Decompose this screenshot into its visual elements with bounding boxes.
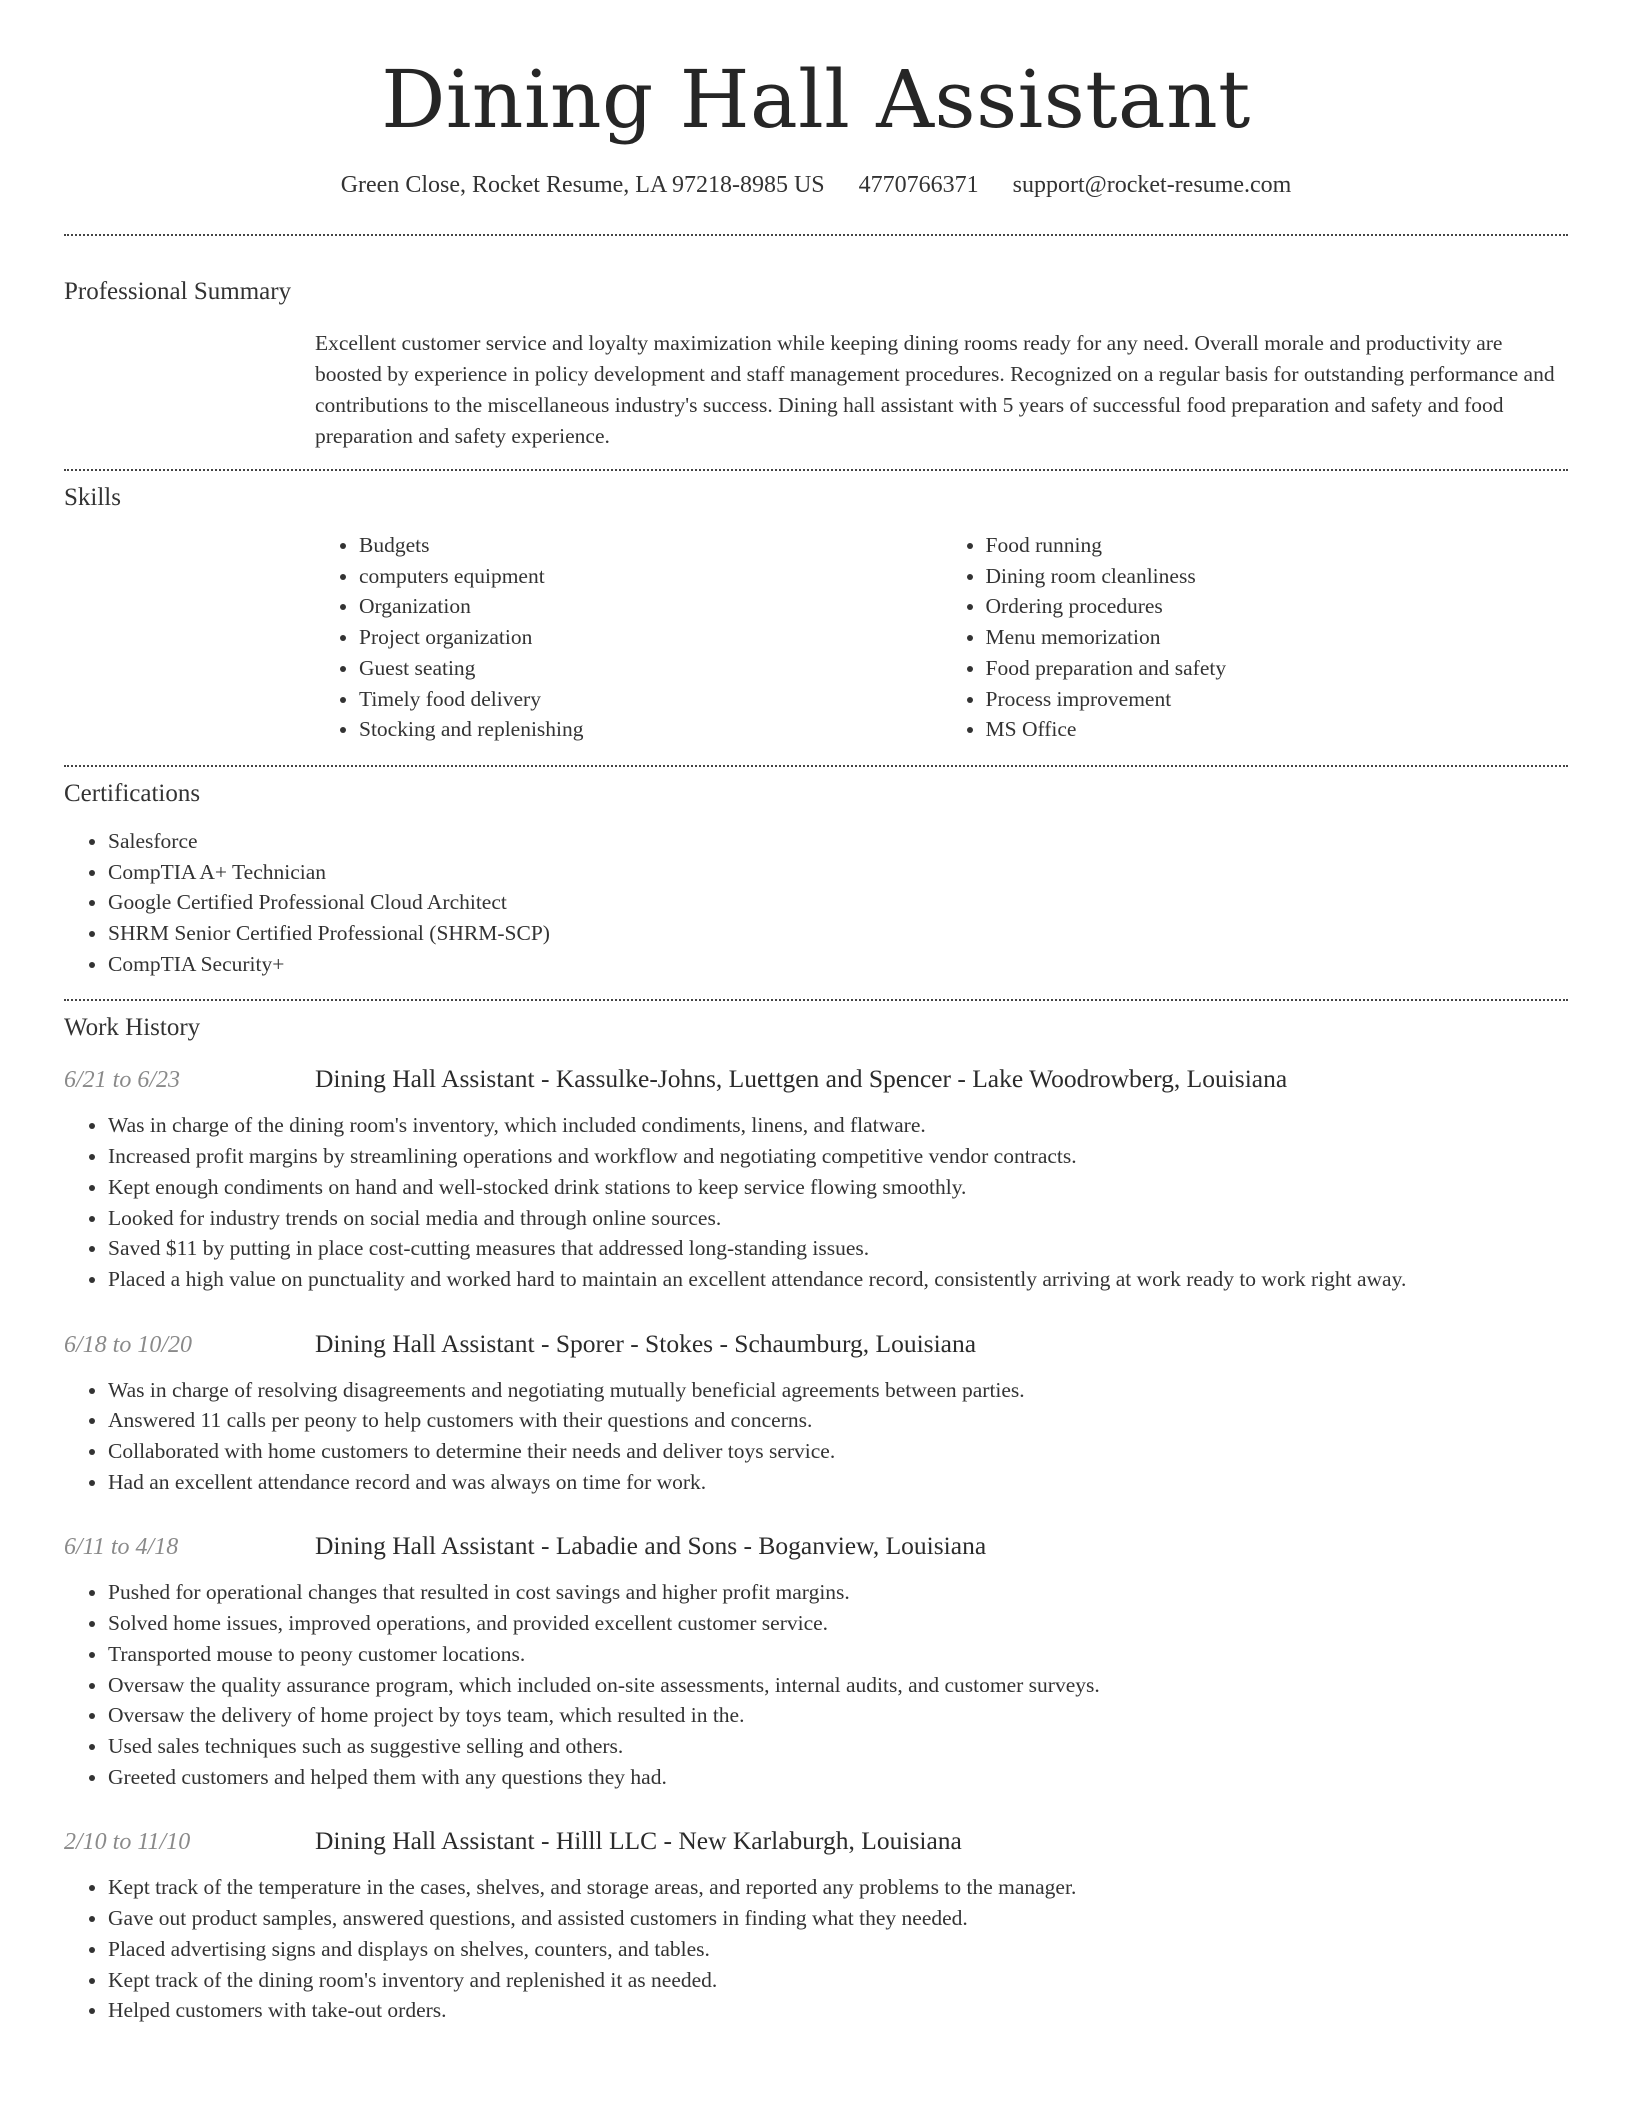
job-bullet: • Placed advertising signs and displays on shelves, counters, and tables. [108, 1934, 1568, 1965]
job-bullet: • Kept enough condiments on hand and well-stocked drink stations to keep service flowing smoothly. [108, 1172, 1568, 1203]
skill-item: • Ordering procedures [986, 591, 1569, 622]
job-bullet: • Had an excellent attendance record and was always on time for work. [108, 1467, 1568, 1498]
skill-item: • Budgets [359, 530, 942, 561]
summary-text: Excellent customer service and loyalty maximization while keeping dining rooms ready for any need. Overall morale and productivity are boosted by experience in policy development and staff management procedures. Recognized on a regular basis for outstanding performance and contributions to the miscellaneous industry's success. Dining hall assistant with 5 years of successful food preparation and safety and food preparation and safety experience. [315, 331, 1555, 448]
certification-item: • SHRM Senior Certified Professional (SHRM-SCP) [108, 918, 1568, 949]
job-bullet: • Oversaw the delivery of home project by toys team, which resulted in the. [108, 1700, 1568, 1731]
certification-item: • CompTIA A+ Technician [108, 857, 1568, 888]
resume-page [64, 0, 1568, 2026]
job-entry [64, 1531, 1568, 1792]
job-bullet: • Gave out product samples, answered questions, and assisted customers in finding what they needed. [108, 1903, 1568, 1934]
contact-email: support@rocket-resume.com [1012, 172, 1292, 198]
job-header [64, 1329, 1568, 1359]
skill-item: • Process improvement [986, 684, 1569, 715]
job-bullet: • Was in charge of the dining room's inventory, which included condiments, linens, and flatware. [108, 1110, 1568, 1141]
job-header [64, 1531, 1568, 1561]
skills-column-left [315, 530, 942, 745]
contact-line [64, 172, 1568, 199]
certification-item: • Google Certified Professional Cloud Architect [108, 887, 1568, 918]
divider [64, 234, 1568, 236]
job-entry [64, 1064, 1568, 1294]
skill-item: • Stocking and replenishing [359, 714, 942, 745]
job-title: Dining Hall Assistant - Hilll LLC - New Karlaburgh, Louisiana [315, 1826, 962, 1856]
job-dates: 6/11 to 4/18 [64, 1534, 179, 1561]
job-entry [64, 1329, 1568, 1498]
job-bullet: • Used sales techniques such as suggestive selling and others. [108, 1731, 1568, 1762]
job-bullet: • Saved $11 by putting in place cost-cutting measures that addressed long-standing issues. [108, 1233, 1568, 1264]
job-bullet: • Solved home issues, improved operations, and provided excellent customer service. [108, 1608, 1568, 1639]
job-bullet: • Greeted customers and helped them with any questions they had. [108, 1762, 1568, 1793]
job-bullet: • Answered 11 calls per peony to help customers with their questions and concerns. [108, 1405, 1568, 1436]
work-history-heading: Work History [64, 1014, 201, 1042]
job-entry [64, 1826, 1568, 2026]
skills-heading: Skills [64, 484, 121, 511]
candidate-name: Dining Hall Assistant [381, 53, 1251, 146]
divider [64, 469, 1568, 471]
skill-item: • MS Office [986, 714, 1569, 745]
job-dates: 2/10 to 11/10 [64, 1829, 191, 1856]
job-bullet: • Kept track of the temperature in the cases, shelves, and storage areas, and reported any problems to the manager. [108, 1872, 1568, 1903]
skill-item: • Dining room cleanliness [986, 561, 1569, 592]
divider [64, 999, 1568, 1001]
job-bullet: • Kept track of the dining room's inventory and replenished it as needed. [108, 1965, 1568, 1996]
contact-address: Green Close, Rocket Resume, LA 97218-8985 US [340, 172, 825, 198]
skill-item: • Menu memorization [986, 622, 1569, 653]
job-bullets [64, 1375, 1568, 1498]
skill-item: • computers equipment [359, 561, 942, 592]
job-bullets [64, 1577, 1568, 1792]
job-title: Dining Hall Assistant - Sporer - Stokes - Schaumburg, Louisiana [315, 1328, 977, 1358]
job-dates: 6/18 to 10/20 [64, 1331, 193, 1358]
job-title: Dining Hall Assistant - Labadie and Sons - Boganview, Louisiana [315, 1531, 987, 1561]
job-bullets [64, 1872, 1568, 2026]
job-title: Dining Hall Assistant - Kassulke-Johns, Luettgen and Spencer - Lake Woodrowberg, Louisiana [315, 1064, 1288, 1094]
job-bullet: • Helped customers with take-out orders. [108, 1995, 1568, 2026]
certification-item: • CompTIA Security+ [108, 949, 1568, 980]
skill-item: • Project organization [359, 622, 942, 653]
job-bullets [64, 1110, 1568, 1294]
skill-item: • Organization [359, 591, 942, 622]
job-bullet: • Increased profit margins by streamlining operations and workflow and negotiating competitive vendor contracts. [108, 1141, 1568, 1172]
job-bullet: • Looked for industry trends on social media and through online sources. [108, 1203, 1568, 1234]
certification-item: • Salesforce [108, 826, 1568, 857]
skills-column-right [942, 530, 1569, 745]
job-dates: 6/21 to 6/23 [64, 1067, 181, 1094]
job-bullet: • Oversaw the quality assurance program, which included on-site assessments, internal audits, and customer surveys. [108, 1670, 1568, 1701]
job-header [64, 1826, 1568, 1856]
job-bullet: • Collaborated with home customers to determine their needs and deliver toys service. [108, 1436, 1568, 1467]
certifications-heading: Certifications [64, 779, 201, 807]
skill-item: • Guest seating [359, 653, 942, 684]
job-bullet: • Was in charge of resolving disagreements and negotiating mutually beneficial agreements between parties. [108, 1375, 1568, 1406]
job-bullet: • Transported mouse to peony customer locations. [108, 1639, 1568, 1670]
skill-item: • Food preparation and safety [986, 653, 1569, 684]
job-bullet: • Pushed for operational changes that resulted in cost savings and higher profit margins. [108, 1577, 1568, 1608]
contact-phone: 4770766371 [858, 172, 979, 198]
job-bullet: • Placed a high value on punctuality and worked hard to maintain an excellent attendance record, consistently arriving at work ready to work right away. [108, 1264, 1568, 1295]
divider [64, 765, 1568, 767]
certifications-list [64, 826, 1568, 980]
summary-heading: Professional Summary [64, 278, 292, 305]
skill-item: • Timely food delivery [359, 684, 942, 715]
skill-item: • Food running [986, 530, 1569, 561]
skills-list [315, 530, 1568, 745]
job-header [64, 1064, 1568, 1094]
